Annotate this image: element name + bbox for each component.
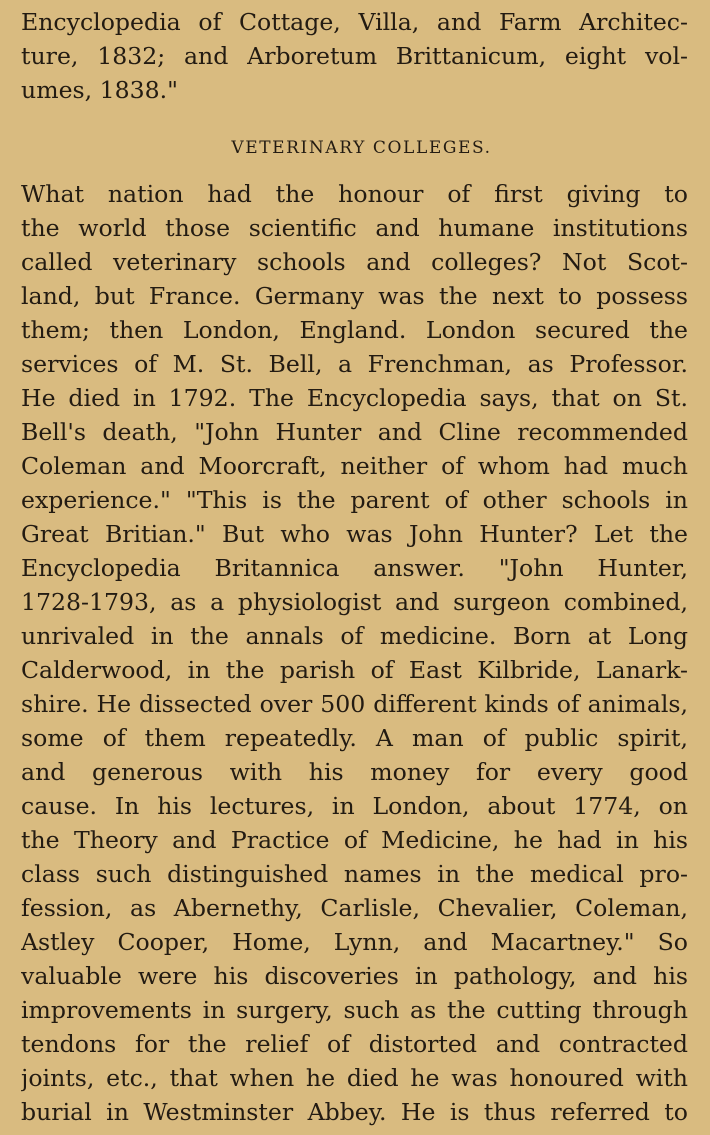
text-line: joints, etc., that when he died he was honoured with (21, 1064, 688, 1092)
text-line: fession, as Abernethy, Carlisle, Chevalier, Coleman, (21, 894, 688, 922)
text-line: class such distinguished names in the medical pro- (21, 860, 688, 888)
text-line: cause. In his lectures, in London, about 1774, on (21, 792, 688, 820)
text-line: services of M. St. Bell, a Frenchman, as Professor. (21, 350, 688, 378)
text-line: some of them repeatedly. A man of public spirit, (21, 724, 688, 752)
text-line: What nation had the honour of first giving to (21, 180, 688, 208)
text-line: ture, 1832; and Arboretum Brittanicum, eight vol- (21, 42, 688, 70)
text-line: improvements in surgery, such as the cutting through (21, 996, 688, 1024)
text-line: experience." "This is the parent of other schools in (21, 486, 688, 514)
section-heading: VETERINARY COLLEGES. (231, 138, 492, 158)
text-line: Bell's death, "John Hunter and Cline recommended (21, 418, 688, 446)
text-line: shire. He dissected over 500 different kinds of animals, (21, 690, 688, 718)
text-line: them; then London, England. London secured the (21, 316, 688, 344)
text-line: burial in Westminster Abbey. He is thus referred to (21, 1098, 688, 1126)
text-line: Astley Cooper, Home, Lynn, and Macartney." So (21, 928, 688, 956)
text-line: Coleman and Moorcraft, neither of whom had much (21, 452, 688, 480)
text-line: unrivaled in the annals of medicine. Born at Long (21, 622, 688, 650)
text-line: valuable were his discoveries in pathology, and his (21, 962, 688, 990)
text-line: Great Britian." But who was John Hunter? Let the (21, 520, 688, 548)
text-line: Calderwood, in the parish of East Kilbride, Lanark- (21, 656, 688, 684)
text-line: umes, 1838." (21, 76, 179, 104)
text-line: Encyclopedia Britannica answer. "John Hunter, (21, 554, 688, 582)
body-paragraph (21, 177, 688, 1129)
text-line: He died in 1792. The Encyclopedia says, that on St. (21, 384, 688, 412)
text-line: the Theory and Practice of Medicine, he had in his (21, 826, 688, 854)
text-line: 1728-1793, as a physiologist and surgeon combined, (21, 588, 688, 616)
text-line: called veterinary schools and colleges? Not Scot- (21, 248, 688, 276)
text-line: Encyclopedia of Cottage, Villa, and Farm Architec- (21, 8, 688, 36)
text-line: the world those scientific and humane institutions (21, 214, 688, 242)
text-line: land, but France. Germany was the next to possess (21, 282, 688, 310)
intro-text (21, 5, 688, 107)
text-line: and generous with his money for every good (21, 758, 688, 786)
text-line: tendons for the relief of distorted and contracted (21, 1030, 688, 1058)
